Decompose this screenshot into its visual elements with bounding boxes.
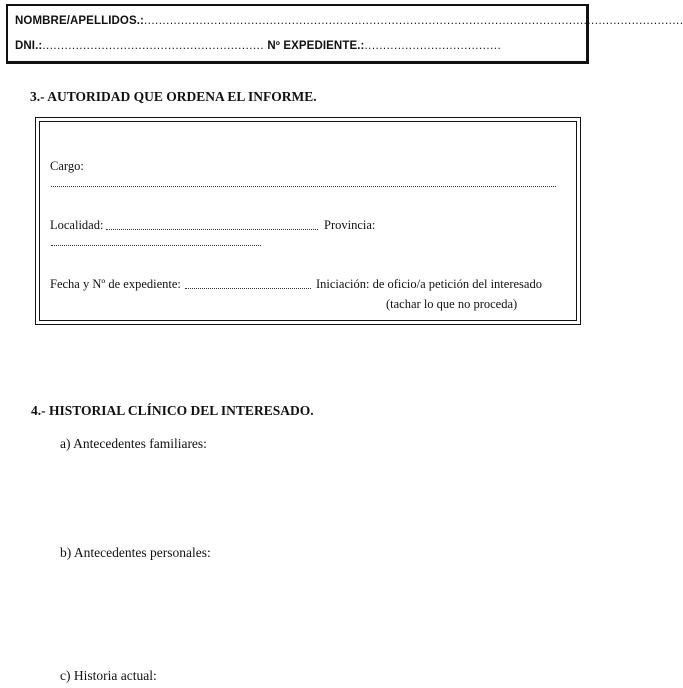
cargo-field[interactable] <box>51 186 556 188</box>
dni-row <box>15 40 502 52</box>
section-3-title: 3.- AUTORIDAD QUE ORDENA EL INFORME. <box>30 89 317 104</box>
localidad-label: Localidad: <box>50 218 104 232</box>
historia-actual-label: c) Historia actual: <box>60 668 157 683</box>
dni-label: DNI.: <box>15 40 43 52</box>
authority-box <box>35 117 581 325</box>
fecha-expediente-label: Fecha y Nº de expediente: <box>50 277 181 291</box>
name-field[interactable]: .................................................................................................................................................. <box>143 15 683 27</box>
fecha-expediente-field[interactable] <box>185 288 311 290</box>
section-4-title: 4.- HISTORIAL CLÍNICO DEL INTERESADO. <box>31 403 314 418</box>
cargo-label: Cargo: <box>50 159 84 173</box>
provincia-field[interactable] <box>51 245 261 247</box>
iniciacion-text: Iniciación: de oficio/a petición del interesado <box>316 277 542 291</box>
provincia-label: Provincia: <box>324 218 376 232</box>
name-row <box>15 15 683 27</box>
tachar-note: (tachar lo que no proceda) <box>386 297 518 311</box>
expediente-field[interactable]: ..................................... <box>364 40 502 52</box>
localidad-field[interactable] <box>106 229 318 231</box>
antecedentes-familiares-label: a) Antecedentes familiares: <box>60 436 207 451</box>
expediente-label: Nº EXPEDIENTE.: <box>267 40 365 52</box>
dni-field[interactable]: ............................................................ <box>42 40 265 52</box>
identification-box <box>6 4 683 64</box>
name-label: NOMBRE/APELLIDOS.: <box>15 15 144 27</box>
antecedentes-personales-label: b) Antecedentes personales: <box>60 545 211 560</box>
